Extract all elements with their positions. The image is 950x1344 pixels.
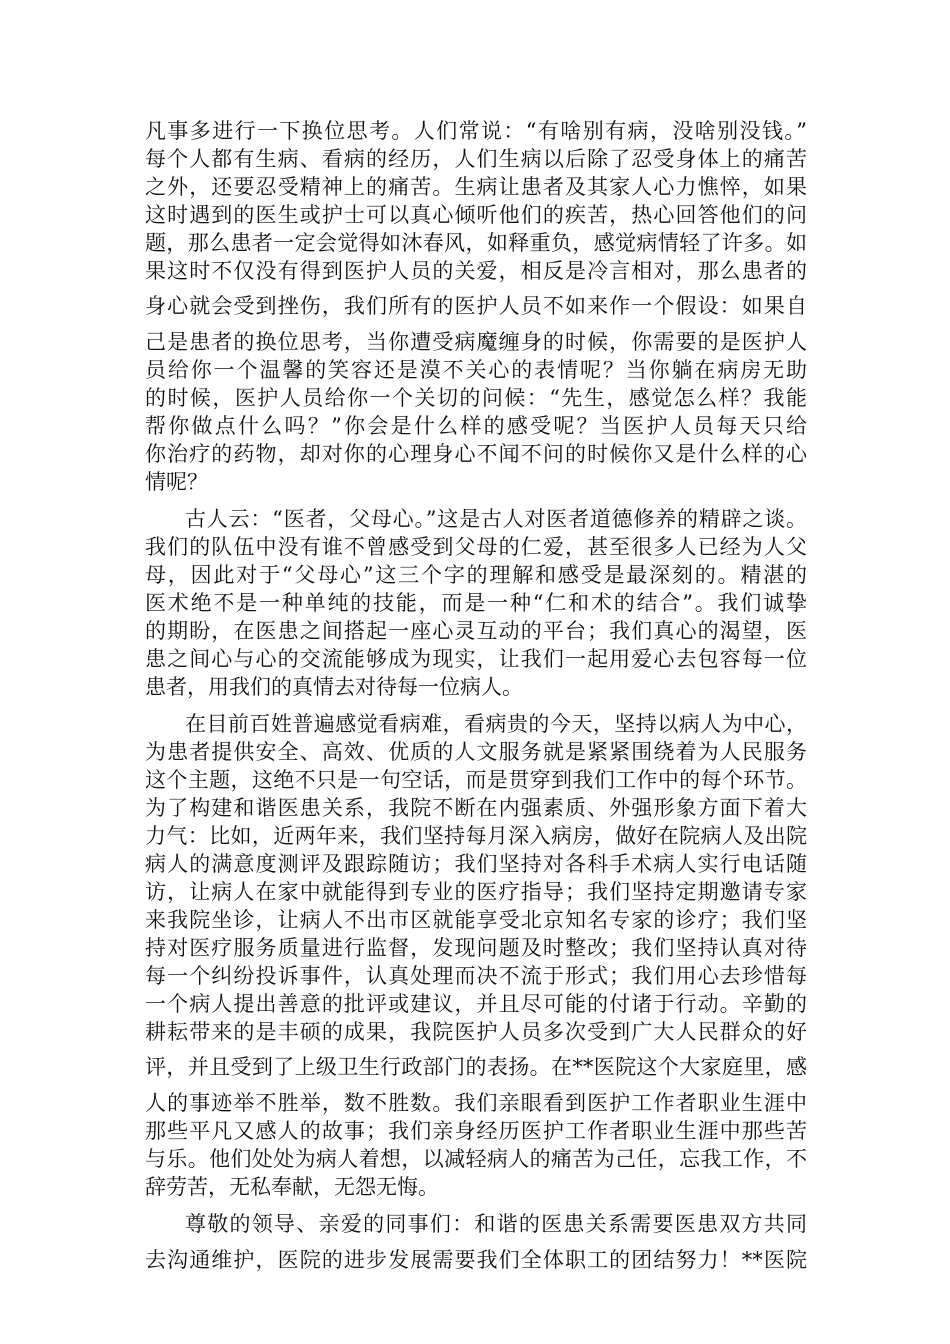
text-line: 辞劳苦，无私奉献，无怨无悔。 [145,1175,439,1199]
text-line: 那些平凡又感人的故事；我们亲身经历医护工作者职业生涯中那些苦 [145,1119,807,1143]
paragraph-first-line: 尊敬的领导、亲爱的同事们：和谐的医患关系需要医患双方共同 [185,1212,807,1236]
paragraph-first-line: 在目前百姓普遍感觉看病难，看病贵的今天，坚持以病人为中心， [185,712,807,736]
text-line: 凡事多进行一下换位思考。人们常说：“有啥别有病，没啥别没钱。” [145,119,807,143]
text-line: 母，因此对于“父母心”这三个字的理解和感受是最深刻的。精湛的 [145,563,807,587]
text-line: 力气：比如，近两年来，我们坚持每月深入病房，做好在院病人及出院 [145,824,807,848]
text-line: 人的事迹举不胜举，数不胜数。我们亲眼看到医护工作者职业生涯中 [145,1091,807,1115]
text-line: 的时候，医护人员给你一个关切的问候：“先生，感觉怎么样？我能 [145,386,807,410]
text-line: 你治疗的药物，却对你的心理身心不闻不问的时候你又是什么样的心 [145,442,807,466]
text-line: 身心就会受到挫伤，我们所有的医护人员不如来作一个假设：如果自 [145,294,807,318]
text-line: 来我院坐诊，让病人不出市区就能享受北京知名专家的诊疗；我们坚 [145,908,807,932]
text-line: 一个病人提出善意的批评或建议，并且尽可能的付诸于行动。辛勤的 [145,992,807,1016]
text-line: 耕耘带来的是丰硕的成果，我院医护人员多次受到广大人民群众的好 [145,1020,807,1044]
text-line: 己是患者的换位思考，当你遭受病魔缠身的时候，你需要的是医护人 [145,330,807,354]
text-line: 访，让病人在家中就能得到专业的医疗指导；我们坚持定期邀请专家 [145,880,807,904]
text-line: 我们的队伍中没有谁不曾感受到父母的仁爱，甚至很多人已经为人父 [145,535,807,559]
text-line: 持对医疗服务质量进行监督，发现问题及时整改；我们坚持认真对待 [145,936,807,960]
paragraph-first-line: 古人云：“医者，父母心。”这是古人对医者道德修养的精辟之谈。 [185,507,807,531]
text-line: 之外，还要忍受精神上的痛苦。生病让患者及其家人心力憔悴，如果 [145,175,807,199]
text-line: 情呢？ [145,470,208,494]
text-line: 每个人都有生病、看病的经历，人们生病以后除了忍受身体上的痛苦 [145,147,807,171]
text-line: 这个主题，这绝不只是一句空话，而是贯穿到我们工作中的每个环节。 [145,768,807,792]
text-line: 评，并且受到了上级卫生行政部门的表扬。在**医院这个大家庭里，感 [145,1055,807,1079]
text-line: 医术绝不是一种单纯的技能，而是一种“仁和术的结合”。我们诚挚 [145,591,807,615]
text-line: 为了构建和谐医患关系，我院不断在内强素质、外强形象方面下着大 [145,796,807,820]
text-line: 为患者提供安全、高效、优质的人文服务就是紧紧围绕着为人民服务 [145,740,807,764]
text-line: 果这时不仅没有得到医护人员的关爱，相反是冷言相对，那么患者的 [145,259,807,283]
text-line: 的期盼，在医患之间搭起一座心灵互动的平台；我们真心的渴望，医 [145,619,807,643]
text-line: 这时遇到的医生或护士可以真心倾听他们的疾苦，热心回答他们的问 [145,203,807,227]
text-line: 员给你一个温馨的笑容还是漠不关心的表情呢？当你躺在病房无助 [145,358,807,382]
text-line: 每一个纠纷投诉事件，认真处理而决不流于形式；我们用心去珍惜每 [145,964,807,988]
text-line: 题，那么患者一定会觉得如沐春风，如释重负，感觉病情轻了许多。如 [145,231,807,255]
text-line: 患者，用我们的真情去对待每一位病人。 [145,675,523,699]
text-line: 与乐。他们处处为病人着想，以减轻病人的痛苦为己任，忘我工作，不 [145,1147,807,1171]
text-line: 病人的满意度测评及跟踪随访；我们坚持对各科手术病人实行电话随 [145,852,807,876]
text-line: 去沟通维护，医院的进步发展需要我们全体职工的团结努力！**医院 [145,1248,807,1272]
text-line: 帮你做点什么吗？”你会是什么样的感受呢？当医护人员每天只给 [145,414,807,438]
text-line: 患之间心与心的交流能够成为现实，让我们一起用爱心去包容每一位 [145,647,807,671]
